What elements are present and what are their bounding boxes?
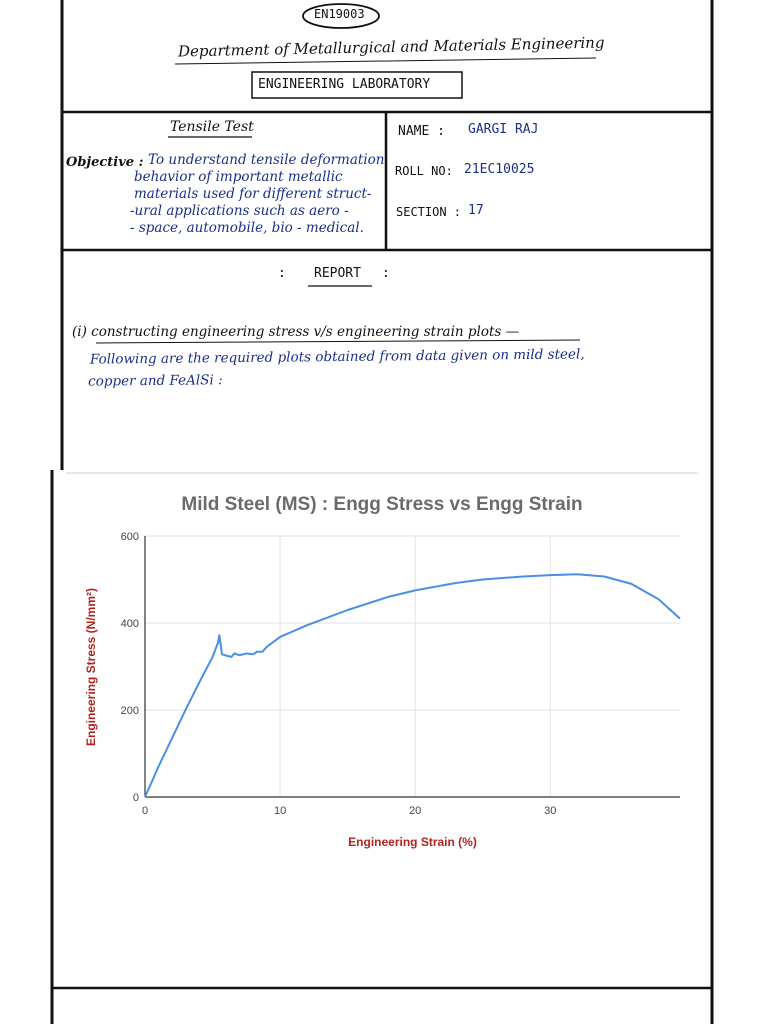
lab-name: ENGINEERING LABORATORY	[258, 77, 431, 92]
objective-line: - space, automobile, bio - medical.	[130, 220, 364, 236]
report-heading: REPORT	[314, 266, 361, 281]
report-heading-decoration-left: :	[278, 266, 286, 281]
stress-strain-curve	[145, 574, 680, 797]
y-tick-label: 200	[120, 705, 139, 717]
x-tick-label: 30	[544, 805, 557, 817]
department-name: Department of Metallurgical and Materials Engineering	[177, 33, 605, 61]
x-tick-label: 20	[409, 805, 422, 817]
section-number: 17	[468, 203, 484, 218]
y-tick-label: 400	[120, 618, 139, 630]
x-axis-label: Engineering Strain (%)	[348, 835, 477, 849]
roll-number: 21EC10025	[464, 162, 535, 177]
x-tick-label: 10	[273, 805, 287, 817]
objective-line: -ural applications such as aero -	[130, 203, 349, 219]
roll-label: ROLL NO:	[395, 164, 453, 178]
report-body-line: Following are the required plots obtained from data given on mild steel,	[89, 346, 585, 368]
name-label: NAME :	[398, 124, 445, 139]
y-tick-label: 600	[120, 531, 139, 543]
student-name: GARGI RAJ	[468, 122, 539, 137]
y-tick-label: 0	[132, 792, 139, 804]
objective-label: Objective :	[66, 155, 144, 170]
x-tick-label: 0	[141, 805, 149, 817]
objective-line: behavior of important metallic	[134, 169, 343, 185]
objective-line: To understand tensile deformation	[148, 152, 385, 168]
course-code: EN19003	[314, 7, 365, 21]
experiment-title: Tensile Test	[170, 119, 254, 135]
objective-line: materials used for different struct-	[134, 186, 372, 202]
report-heading-decoration-right: :	[382, 266, 390, 281]
chart-title: Mild Steel (MS) : Engg Stress vs Engg Strain	[181, 494, 583, 515]
report-item-title: (i) constructing engineering stress v/s engineering strain plots —	[72, 324, 520, 340]
report-body-line: copper and FeAlSi :	[88, 372, 223, 390]
section-label: SECTION :	[396, 205, 462, 219]
y-axis-label: Engineering Stress (N/mm²)	[84, 587, 98, 747]
